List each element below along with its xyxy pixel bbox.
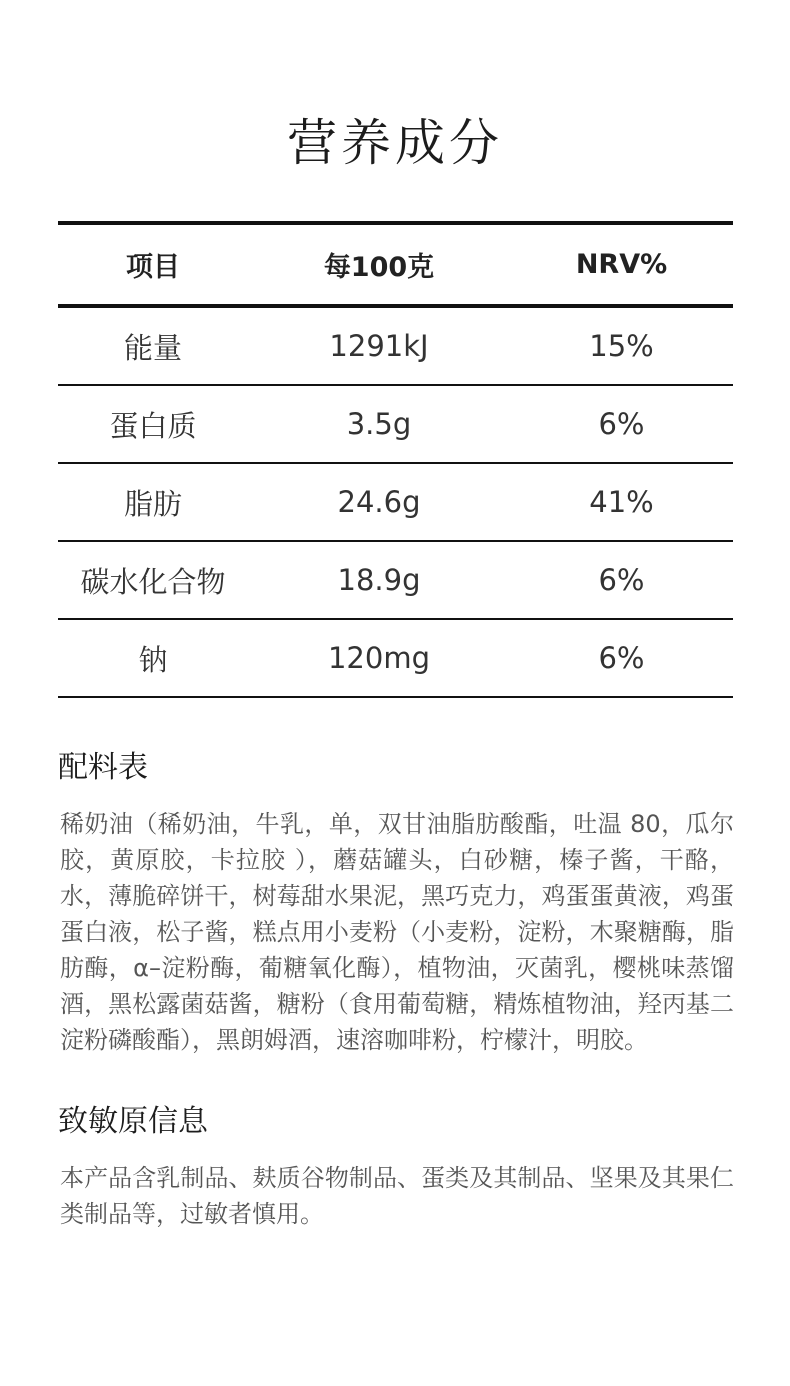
allergens-text: 本产品含乳制品、麸质谷物制品、蛋类及其制品、坚果及其果仁类制品等，过敏者慎用。: [60, 1164, 734, 1228]
nutrient-nrv: 6%: [598, 407, 645, 441]
table-row: [58, 542, 733, 620]
nutrient-amount: 120mg: [327, 641, 430, 675]
nutrient-name: 脂肪: [123, 486, 182, 521]
table-row: [58, 464, 733, 542]
nutrient-nrv: 6%: [598, 563, 645, 597]
table-row: [58, 308, 733, 386]
nutrient-name: 碳水化合物: [80, 564, 226, 599]
allergens-title: 致敏原信息: [58, 1104, 208, 1139]
header-per-100g: 每100克: [323, 252, 435, 283]
ingredients-title: 配料表: [58, 750, 148, 785]
nutrient-nrv: 6%: [598, 641, 645, 675]
nutrient-name: 钠: [138, 642, 168, 677]
table-header-row: [58, 225, 733, 308]
table-row: [58, 620, 733, 698]
header-nrv: NRV%: [575, 249, 668, 280]
nutrient-nrv: 41%: [589, 485, 654, 519]
nutrient-amount: 18.9g: [337, 563, 421, 597]
header-item: 项目: [126, 252, 180, 283]
nutrient-amount: 24.6g: [337, 485, 421, 519]
nutrient-nrv: 15%: [589, 329, 654, 363]
nutrient-amount: 3.5g: [346, 407, 412, 441]
nutrient-name: 能量: [123, 330, 182, 365]
nutrient-amount: 1291kJ: [329, 329, 429, 363]
nutrition-table: [58, 221, 733, 698]
nutrient-name: 蛋白质: [109, 408, 197, 443]
page-title: 营养成分: [287, 114, 503, 172]
table-row: [58, 386, 733, 464]
ingredients-text: 稀奶油（稀奶油，牛乳，单，双甘油脂肪酸酯，吐温 80，瓜尔胶，黄原胶，卡拉胶 ），蘑菇罐头，白砂糖，榛子酱，干酪，水，薄脆碎饼干，树莓甜水果泥，黑巧克力，鸡蛋蛋黄液，鸡蛋蛋白液，松子酱，糕点用小麦粉（小麦粉，淀粉，木聚糖酶，脂肪酶，α–淀粉酶，葡糖氧化酶），植物油，灭菌乳，樱桃味蒸馏酒，黑松露菌菇酱，糖粉（食用葡萄糖，精炼植物油，羟丙基二淀粉磷酸酯），黑朗姆酒，速溶咖啡粉，柠檬汁，明胶。: [60, 810, 734, 1054]
